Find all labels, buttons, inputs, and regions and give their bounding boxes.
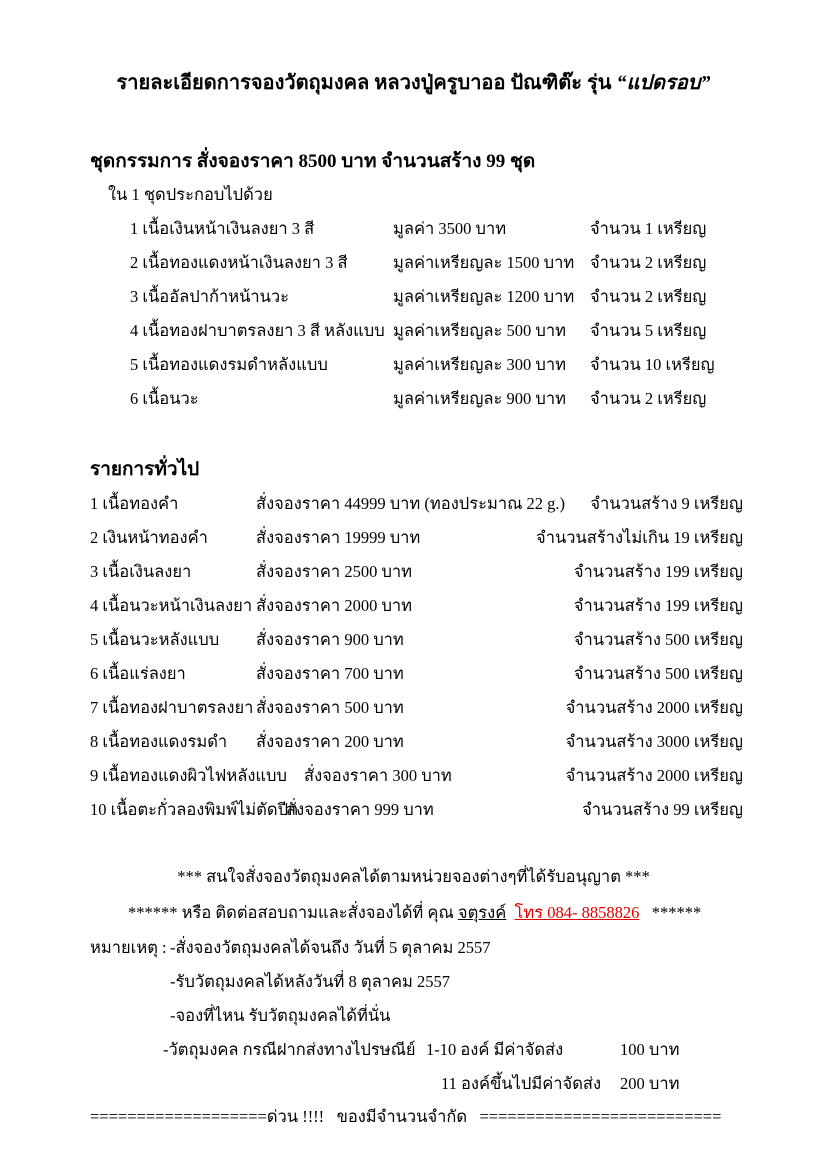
item-name: 6 เนื้อนวะ — [130, 389, 199, 408]
item-value: มูลค่าเหรียญละ 900 บาท — [393, 389, 566, 408]
item-qty: จำนวน 2 เหรียญ — [590, 389, 707, 408]
item-qty: จำนวนสร้าง 9 เหรียญ — [590, 494, 743, 513]
contact-phone: โทร 084- 8858826 — [514, 903, 640, 922]
item-qty: จำนวนสร้าง 2000 เหรียญ — [565, 766, 743, 785]
item-name: 10 เนื้อตะกั่วลองพิมพ์ไม่ตัดปีก — [90, 800, 299, 819]
remark-line: -สั่งจองวัตถุมงคลได้จนถึง วันที่ 5 ตุลาคม 2557 — [170, 938, 491, 957]
item-name: 3 เนื้อเงินลงยา — [90, 562, 192, 581]
item-qty: จำนวนสร้าง 199 เหรียญ — [573, 596, 743, 615]
item-price: สั่งจองราคา 2000 บาท — [256, 596, 413, 615]
item-value: มูลค่าเหรียญละ 1500 บาท — [393, 253, 575, 272]
shipping-tier-1-range: 1-10 องค์ มีค่าจัดส่ง — [426, 1040, 564, 1059]
footer-right-rule: ========================== — [479, 1107, 722, 1126]
item-price: สั่งจองราคา 19999 บาท — [256, 528, 421, 547]
shipping-tier-2-range: 11 องค์ขึ้นไปมีค่าจัดส่ง — [441, 1074, 602, 1093]
contact-name: จตุรงค์ — [457, 903, 507, 922]
item-qty: จำนวนสร้าง 3000 เหรียญ — [565, 732, 743, 751]
item-price: สั่งจองราคา 200 บาท — [256, 732, 404, 751]
item-value: มูลค่าเหรียญละ 300 บาท — [393, 355, 566, 374]
item-price: สั่งจองราคา 700 บาท — [256, 664, 404, 683]
item-name: 4 เนื้อทองฝาบาตรลงยา 3 สี หลังแบบ — [130, 321, 385, 340]
item-name: 5 เนื้อนวะหลังแบบ — [90, 630, 220, 649]
item-name: 8 เนื้อทองแดงรมดำ — [90, 732, 228, 751]
notice-authorized: *** สนใจสั่งจองวัตถุมงคลได้ตามหน่วยจองต่างๆที่ได้รับอนุญาต *** — [177, 867, 650, 886]
item-name: 1 เนื้อทองคำ — [90, 494, 179, 513]
item-name: 6 เนื้อแร่ลงยา — [90, 664, 186, 683]
item-qty: จำนวนสร้าง 199 เหรียญ — [573, 562, 743, 581]
contact-prefix: ****** หรือ ติดต่อสอบถามและสั่งจองได้ที่ คุณ — [128, 903, 458, 922]
item-price: สั่งจองราคา 999 บาท — [286, 800, 434, 819]
item-name: 2 เงินหน้าทองคำ — [90, 528, 208, 547]
item-price: สั่งจองราคา 44999 บาท (ทองประมาณ 22 g.) — [256, 494, 566, 513]
footer-left-rule: =================== — [90, 1107, 267, 1126]
item-value: มูลค่าเหรียญละ 1200 บาท — [393, 287, 575, 306]
item-qty: จำนวนสร้าง 500 เหรียญ — [573, 630, 743, 649]
footer-urgent: ด่วน !!!! — [266, 1107, 325, 1126]
item-value: มูลค่า 3500 บาท — [393, 219, 507, 238]
item-qty: จำนวนสร้าง 2000 เหรียญ — [565, 698, 743, 717]
general-heading: รายการทั่วไป — [90, 459, 200, 480]
item-qty: จำนวนสร้าง 500 เหรียญ — [573, 664, 743, 683]
item-name: 9 เนื้อทองแดงผิวไฟหลังแบบ — [90, 766, 287, 785]
footer-limited: ของมีจำนวนจำกัด — [336, 1107, 468, 1126]
item-name: 5 เนื้อทองแดงรมดำหลังแบบ — [130, 355, 328, 374]
shipping-label: -วัตถุมงคล กรณีฝากส่งทางไปรษณีย์ — [163, 1040, 416, 1059]
item-qty: จำนวน 5 เหรียญ — [590, 321, 707, 340]
title-series-name: “แปดรอบ” — [616, 72, 711, 94]
item-price: สั่งจองราคา 900 บาท — [256, 630, 404, 649]
item-price: สั่งจองราคา 300 บาท — [304, 766, 452, 785]
shipping-tier-2-cost: 200 บาท — [620, 1074, 680, 1093]
contact-suffix: ****** — [651, 903, 702, 922]
item-qty: จำนวนสร้าง 99 เหรียญ — [582, 800, 743, 819]
item-name: 3 เนื้ออัลปาก้าหน้านวะ — [130, 287, 290, 306]
remarks-label: หมายเหตุ : — [90, 938, 167, 957]
remark-line: -จองที่ไหน รับวัตถุมงคลได้ที่นั่น — [170, 1006, 391, 1025]
item-name: 1 เนื้อเงินหน้าเงินลงยา 3 สี — [130, 219, 315, 238]
item-name: 7 เนื้อทองฝาบาตรลงยา — [90, 698, 254, 717]
item-qty: จำนวน 2 เหรียญ — [590, 287, 707, 306]
item-name: 2 เนื้อทองแดงหน้าเงินลงยา 3 สี — [130, 253, 348, 272]
item-price: สั่งจองราคา 2500 บาท — [256, 562, 413, 581]
document-title — [0, 66, 827, 98]
committee-subheading: ใน 1 ชุดประกอบไปด้วย — [108, 185, 273, 204]
title-main: รายละเอียดการจองวัตถุมงคล หลวงปู่ครูบาออ ปัณฑิต๊ะ รุ่น — [116, 72, 617, 94]
item-qty: จำนวน 10 เหรียญ — [590, 355, 715, 374]
notice-contact — [128, 900, 701, 926]
item-qty: จำนวนสร้างไม่เกิน 19 เหรียญ — [536, 528, 743, 547]
footer-line — [90, 1104, 721, 1130]
item-value: มูลค่าเหรียญละ 500 บาท — [393, 321, 566, 340]
shipping-tier-1-cost: 100 บาท — [620, 1040, 680, 1059]
item-name: 4 เนื้อนวะหน้าเงินลงยา — [90, 596, 253, 615]
item-qty: จำนวน 2 เหรียญ — [590, 253, 707, 272]
item-price: สั่งจองราคา 500 บาท — [256, 698, 404, 717]
item-qty: จำนวน 1 เหรียญ — [590, 219, 707, 238]
committee-heading: ชุดกรรมการ สั่งจองราคา 8500 บาท จำนวนสร้าง 99 ชุด — [90, 151, 536, 172]
remark-line: -รับวัตถุมงคลได้หลังวันที่ 8 ตุลาคม 2557 — [170, 972, 450, 991]
